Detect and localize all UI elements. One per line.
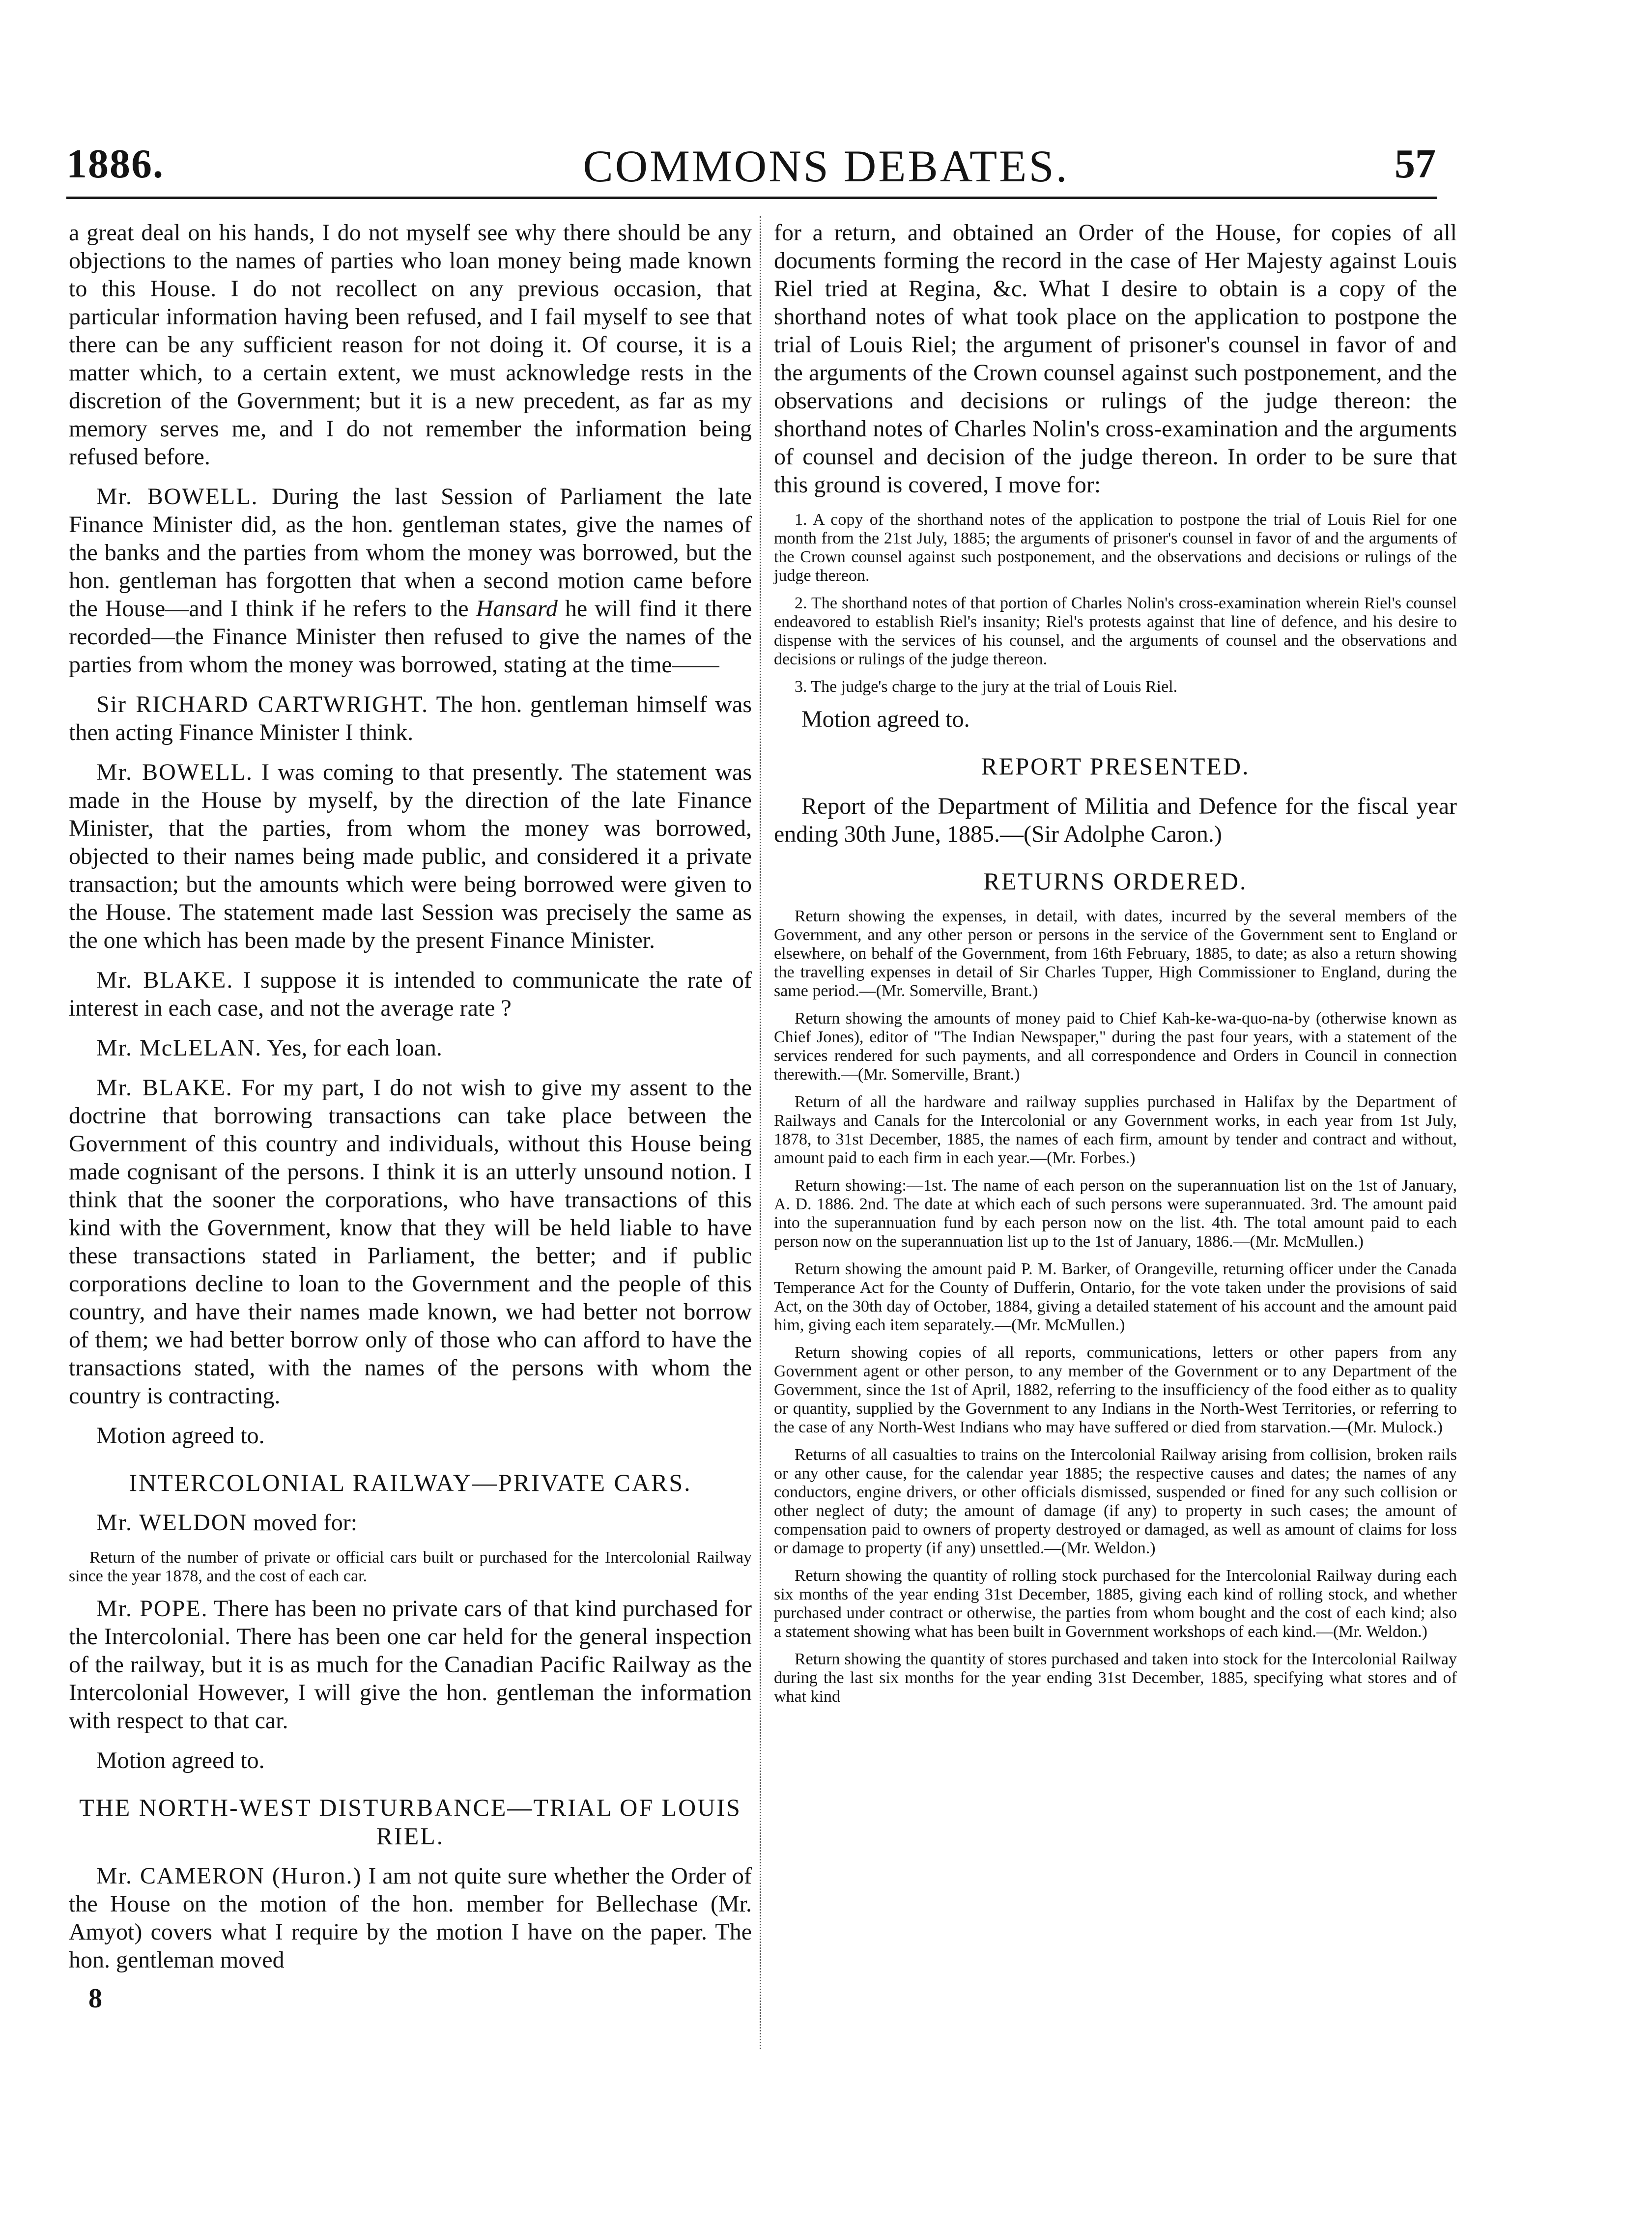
speech-text: The hon. gentleman himself was then acting Finance Minister I think. xyxy=(69,691,752,745)
motion-item-1: 1. A copy of the shorthand notes of the application to postpone the trial of Louis Riel for one month from the 21st July, 1885; the arguments of prisoner's counsel in favor of and the arguments of the Crown counsel against such postponement, and the observations and decisions or rulings of the judge thereon. xyxy=(774,511,1457,585)
speech-pope xyxy=(69,1595,752,1735)
header-year: 1886. xyxy=(66,141,164,187)
speech-mclelan xyxy=(69,1034,752,1062)
speech-bowell-1 xyxy=(69,483,752,679)
speaker-name: Mr. BLAKE. xyxy=(96,1075,233,1101)
signature-mark: 8 xyxy=(88,1983,102,2014)
speaker-name: Mr. CAMERON (Huron.) xyxy=(96,1863,362,1889)
return-item: Return showing:—1st. The name of each person on the superannuation list on the 1st of January, A. D. 1886. 2nd. The date at which each of such persons were superannuated. 3rd. The amount paid into the superannuation fund by each person now on the list. 4th. The total amount paid to each person now on the superannuation list up to the 1st of January, 1886.—(Mr. McMullen.) xyxy=(774,1176,1457,1251)
speaker-name: Mr. BOWELL. xyxy=(96,759,254,785)
speech-bowell-2 xyxy=(69,758,752,954)
speech-text: For my part, I do not wish to give my assent to the doctrine that borrowing transactions can take place between the Government of this country and individuals, without this House being made cognisant of the persons. I think it is an utterly unsound notion. I think that the sooner the corporations, who have transactions of this kind with the Government, know that they will be held liable to have these transactions stated in Parliament, the better; and if public corporations decline to loan to the Government and the people of this country, and have their names made known, we had better not borrow of them; we had better borrow only of those who can afford to have the transactions stated, with the names of the persons with whom the country is contracting. xyxy=(69,1075,752,1409)
speech-text: moved for: xyxy=(253,1510,358,1536)
speech-text: I was coming to that presently. The statement was made in the House by myself, by the direction of the late Finance Minister, that the parties, from whom the money was borrowed, objected to their names being made public, and considered it a private transaction; but the amounts which were being borrowed were given to the House. The statement made last Session was precisely the same as the one which has been made by the present Finance Minister. xyxy=(69,759,752,953)
speech-text: During the last Session of Parliament the late Finance Minister did, as the hon. gentleman states, give the names of the banks and the parties from whom the money was borrowed, but the hon. gentleman has forgotten that when a second motion came before the House—and I think if he refers to the xyxy=(69,484,752,622)
motion-text: Return of the number of private or official cars built or purchased for the Intercolonial Railway since the year 1878, and the cost of each car. xyxy=(69,1548,752,1585)
speaker-name: Mr. BLAKE. xyxy=(96,967,234,993)
speech-blake-1 xyxy=(69,966,752,1022)
speaker-name: Mr. McLELAN. xyxy=(96,1035,262,1061)
return-item: Returns of all casualties to trains on the Intercolonial Railway arising from collision, broken rails or any other cause, for the calendar year 1885; the respective causes and dates; the names of any conductors, engine drivers, or other officials dismissed, suspended or fined for any such collision or other neglect of duty; the amount of damage (if any) to property in such cases; the amount of compensation paid to owners of property destroyed or damaged, as well as amount of claims for loss or damage to property (if any) unsettled.—(Mr. Weldon.) xyxy=(774,1446,1457,1557)
return-item: Return showing the expenses, in detail, with dates, incurred by the several members of the Government, and any other person or persons in the service of the Government sent to England or elsewhere, on behalf of the Government, from 16th February, 1885, to date; as also a return showing the travelling expenses in detail of Sir Charles Tupper, High Commissioner to England, during the same period.—(Mr. Somerville, Brant.) xyxy=(774,907,1457,1000)
header-title: COMMONS DEBATES. xyxy=(583,141,1069,191)
motion-agreed: Motion agreed to. xyxy=(96,1747,265,1773)
speech-weldon xyxy=(69,1509,752,1537)
paragraph: a great deal on his hands, I do not myself see why there should be any objections to the names of parties who loan money being made known to this House. I do not recollect on any previous occasion, that particular information having been refused, and I fail myself to see that there can be any sufficient reason for not doing it. Of course, it is a matter which, to a certain extent, we must acknowledge rests in the discretion of the Government; but it is a new precedent, as far as my memory serves me, and I do not remember the information being refused before. xyxy=(69,220,752,470)
motion-agreed: Motion agreed to. xyxy=(801,706,970,732)
speaker-name: Sir RICHARD CARTWRIGHT. xyxy=(96,691,429,717)
speech-text: he will find it there recorded—the Finance Minister then refused to give the names of the parties from whom the money was borrowed, stating at the time—— xyxy=(69,596,752,678)
speech-text: I suppose it is intended to communicate the rate of interest in each case, and not the average rate ? xyxy=(69,967,752,1021)
return-item: Return showing copies of all reports, communications, letters or other papers from any Government agent or other person, to any member of the Government or to any Department of the Government, since the 1st of April, 1882, referring to the insufficiency of the food either as to quality or quantity, supplied by the Government to any Indians in the North-West Territories, or referring to the case of any North-West Indians who may have suffered or died from starvation.—(Mr. Mulock.) xyxy=(774,1343,1457,1436)
return-item: Return showing the amounts of money paid to Chief Kah-ke-wa-quo-na-by (otherwise known as Chief Jones), editor of "The Indian Newspaper," during the past four years, with a statement of the services rendered for such payments, and all correspondence and Orders in Council in connection therewith.—(Mr. Somerville, Brant.) xyxy=(774,1009,1457,1084)
motion-item-3: 3. The judge's charge to the jury at the trial of Louis Riel. xyxy=(795,678,1178,696)
speaker-name: Mr. WELDON xyxy=(96,1510,248,1536)
report-text: Report of the Department of Militia and Defence for the fiscal year ending 30th June, 1885.—(Sir Adolphe Caron.) xyxy=(774,793,1457,847)
motion-agreed: Motion agreed to. xyxy=(96,1423,265,1449)
section-heading-returns: RETURNS ORDERED. xyxy=(983,867,1248,895)
column-divider xyxy=(760,216,762,2049)
left-column xyxy=(69,219,752,2014)
speech-blake-2 xyxy=(69,1074,752,1410)
section-heading-intercolonial: INTERCOLONIAL RAILWAY—PRIVATE CARS. xyxy=(129,1469,692,1496)
motion-item-2: 2. The shorthand notes of that portion of Charles Nolin's cross-examination wherein Riel's counsel endeavored to establish Riel's insanity; Riel's protests against that line of defence, and his desire to dispense with the services of his counsel, and the arguments of counsel and the observations and decisions or rulings of the judge thereon. xyxy=(774,594,1457,668)
header-rule xyxy=(66,197,1437,199)
speech-cartwright xyxy=(69,690,752,746)
speech-text: I am not quite sure whether the Order of the House on the motion of the hon. member for Bellechase (Mr. Amyot) covers what I require by the motion I have on the paper. The hon. gentleman moved xyxy=(69,1863,752,1973)
speaker-name: Mr. POPE. xyxy=(96,1596,208,1622)
section-heading-riel: THE NORTH-WEST DISTURBANCE—TRIAL OF LOUIS RIEL. xyxy=(79,1794,741,1850)
speech-text: Yes, for each loan. xyxy=(267,1035,442,1061)
speech-cameron xyxy=(69,1862,752,1974)
paragraph: for a return, and obtained an Order of the House, for copies of all documents forming the record in the case of Her Majesty against Louis Riel tried at Regina, &c. What I desire to obtain is a copy of the shorthand notes of what took place on the application to postpone the trial of Louis Riel; the argument of prisoner's counsel in favor of and the arguments of the Crown counsel against such postponement, and the observations and decisions or rulings of the judge thereon: the shorthand notes of Charles Nolin's cross-examination and the arguments of counsel and decision of the judge thereon. In order to be sure that this ground is covered, I move for: xyxy=(774,220,1457,498)
return-item: Return of all the hardware and railway supplies purchased in Halifax by the Department of Railways and Canals for the Intercolonial or any Government works, in each year from 1st July, 1878, to 31st December, 1885, the names of each firm, amount by tender and contract and without, amount paid to each firm in each year.—(Mr. Forbes.) xyxy=(774,1093,1457,1167)
right-column xyxy=(774,219,1457,1715)
speaker-name: Mr. BOWELL. xyxy=(96,484,258,510)
return-item: Return showing the quantity of stores purchased and taken into stock for the Intercolonial Railway during the last six months for the year ending 31st December, 1885, specifying what stores and of what kind xyxy=(774,1650,1457,1706)
return-item: Return showing the quantity of rolling stock purchased for the Intercolonial Railway during each six months of the year ending 31st December, 1885, giving each kind of rolling stock, and whether purchased under contract or otherwise, the parties from whom bought and the cost of each kind; also a statement showing what has been built in Government workshops of each kind.—(Mr. Weldon.) xyxy=(774,1567,1457,1641)
page-number: 57 xyxy=(1395,141,1436,187)
section-heading-report: REPORT PRESENTED. xyxy=(981,752,1250,780)
return-item: Return showing the amount paid P. M. Barker, of Orangeville, returning officer under the Canada Temperance Act for the County of Dufferin, Ontario, for the vote taken under the provisions of said Act, on the 30th day of October, 1884, giving a detailed statement of his account and the amount paid him, giving each item separately.—(Mr. McMullen.) xyxy=(774,1260,1457,1334)
speech-text: There has been no private cars of that kind purchased for the Intercolonial. There has been one car held for the general inspection of the railway, but it is as much for the Canadian Pacific Railway as the Intercolonial However, I will give the hon. gentleman the information with respect to that car. xyxy=(69,1596,752,1734)
hansard-italic: Hansard xyxy=(476,596,558,622)
